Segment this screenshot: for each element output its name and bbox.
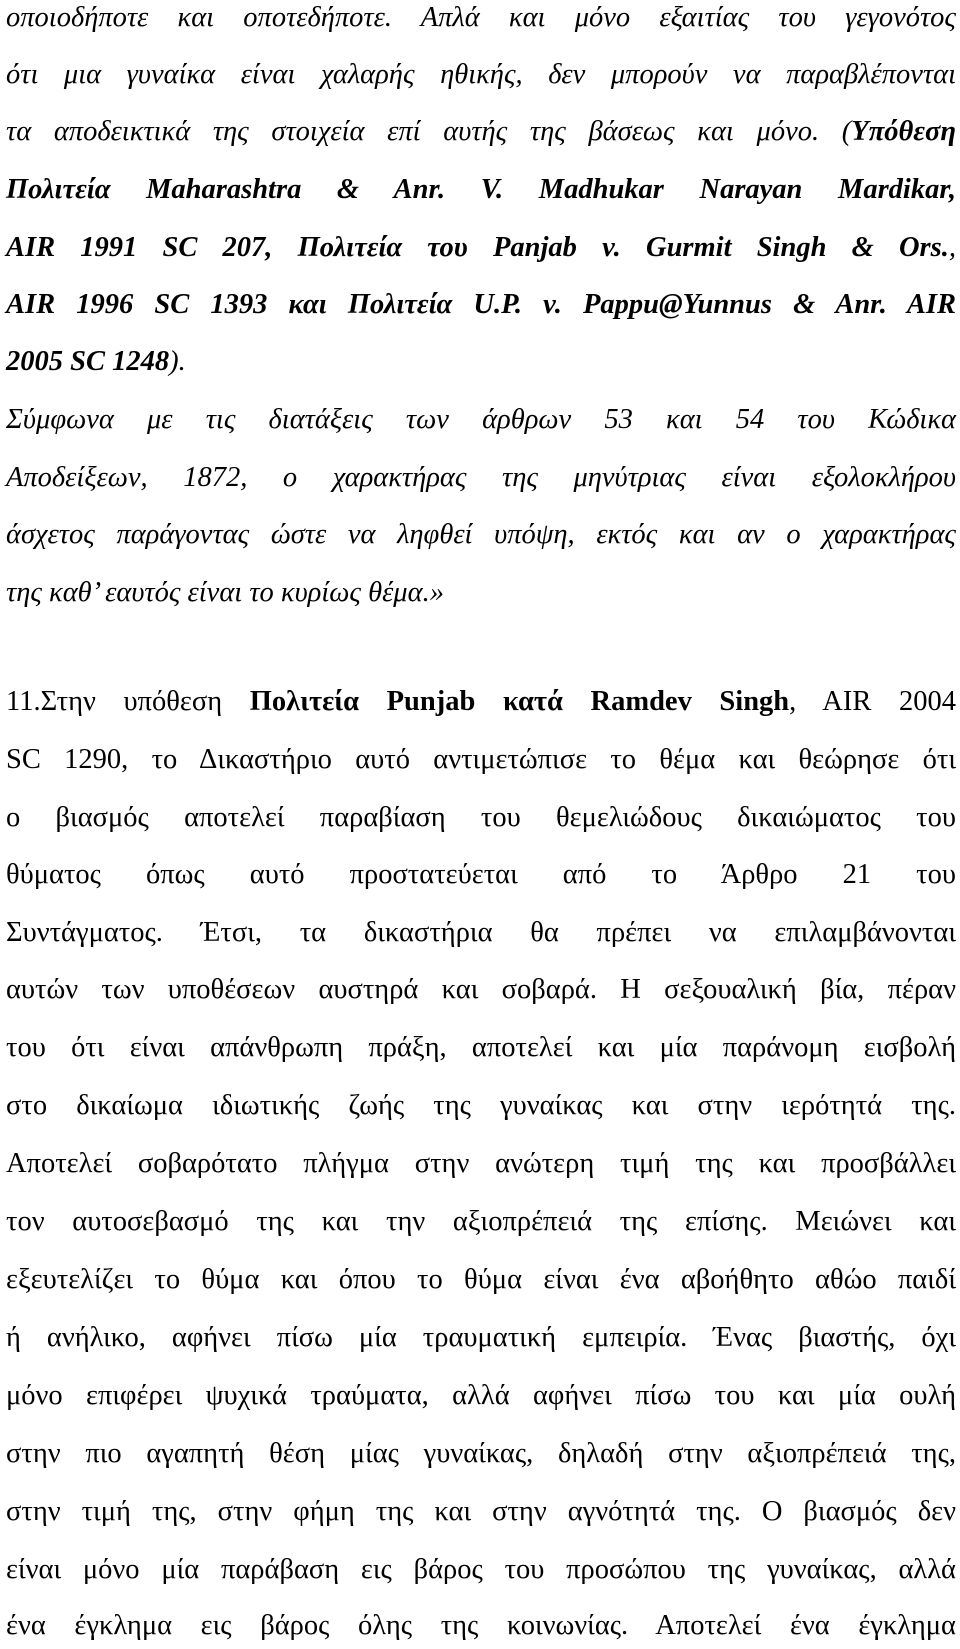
text-line: [6, 573, 956, 613]
text-line: [6, 342, 956, 382]
text-line: [6, 913, 956, 953]
text-run: Συντάγματος. Έτσι, τα δικαστήρια θα πρέπει να επιλαμβάνονται: [6, 917, 956, 948]
text-run: 11.Στην υπόθεση: [6, 686, 250, 717]
text-line: [6, 682, 956, 722]
text-line: [6, 798, 956, 838]
text-run: τον αυτοσεβασμό της και την αξιοπρέπειά της επίσης. Μειώνει και: [6, 1206, 956, 1237]
text-line: [6, 1318, 956, 1358]
text-line: [6, 112, 956, 152]
text-line: [6, 1492, 956, 1532]
text-run: Υπόθεση: [851, 116, 956, 147]
text-run: ο βιασμός αποτελεί παραβίαση του θεμελιώδους δικαιώματος του: [6, 802, 956, 833]
text-run: μόνο επιφέρει ψυχικά τραύματα, αλλά αφήνει πίσω του και μία ουλή: [6, 1380, 956, 1411]
text-line: [6, 1606, 956, 1646]
text-run: Σύμφωνα με τις διατάξεις των άρθρων 53 και 54 του Κώδικα: [6, 404, 956, 435]
text-line: [6, 1550, 956, 1590]
text-line: [6, 458, 956, 498]
text-line: [6, 228, 956, 268]
text-line: [6, 55, 956, 95]
text-line: [6, 970, 956, 1010]
text-run: , AIR 2004: [789, 686, 956, 717]
text-run: άσχετος παράγοντας ώστε να ληφθεί υπόψη, εκτός και αν ο χαρακτήρας: [6, 519, 956, 550]
text-run: ή ανήλικο, αφήνει πίσω μία τραυματική εμπειρία. Ένας βιαστής, όχι: [6, 1322, 956, 1353]
text-run: είναι μόνο μία παράβαση εις βάρος του προσώπου της γυναίκας, αλλά: [6, 1554, 956, 1585]
text-run: ένα έγκλημα εις βάρος όλης της κοινωνίας. Αποτελεί ένα έγκλημα: [6, 1610, 956, 1641]
text-line: [6, 170, 956, 210]
text-run: οποιοδήποτε και οποτεδήποτε. Απλά και μόνο εξαιτίας του γεγονότος: [6, 2, 956, 33]
text-line: [6, 1086, 956, 1126]
text-run: Αποδείξεων, 1872, ο χαρακτήρας της μηνύτριας είναι εξολοκλήρου: [6, 462, 956, 493]
text-run: στο δικαίωμα ιδιωτικής ζωής της γυναίκας και στην ιερότητά της.: [6, 1090, 956, 1121]
text-run: αυτών των υποθέσεων αυστηρά και σοβαρά. Η σεξουαλική βία, πέραν: [6, 974, 956, 1005]
text-line: [6, 1434, 956, 1474]
text-line: [6, 0, 956, 38]
text-line: [6, 400, 956, 440]
text-line: [6, 1376, 956, 1416]
text-run: στην τιμή της, στην φήμη της και στην αγνότητά της. Ο βιασμός δεν: [6, 1496, 956, 1527]
text-line: [6, 1202, 956, 1242]
text-line: [6, 515, 956, 555]
text-run: στην πιο αγαπητή θέση μίας γυναίκας, δηλαδή στην αξιοπρέπειά της,: [6, 1438, 956, 1469]
text-run: εξευτελίζει το θύμα και όπου το θύμα είναι ένα αβοήθητο αθώο παιδί: [6, 1264, 956, 1295]
text-line: [6, 1260, 956, 1300]
text-run: Αποτελεί σοβαρότατο πλήγμα στην ανώτερη τιμή της και προσβάλλει: [6, 1148, 956, 1179]
text-run: SC 1290, το Δικαστήριο αυτό αντιμετώπισε το θέμα και θεώρησε ότι: [6, 744, 956, 775]
text-line: [6, 740, 956, 780]
text-run: ,: [948, 232, 956, 263]
text-line: [6, 1144, 956, 1184]
text-run: ).: [169, 346, 186, 377]
text-line: [6, 285, 956, 325]
text-run: της καθ’ εαυτός είναι το κυρίως θέμα.»: [6, 577, 444, 608]
text-run: 2005 SC 1248: [6, 346, 170, 377]
text-line: [6, 855, 956, 895]
text-run: Πολιτεία Maharashtra & Anr. V. Madhukar Narayan Mardikar,: [6, 174, 956, 205]
text-line: [6, 1028, 956, 1068]
text-run: AIR 1996 SC 1393 και Πολιτεία U.P. v. Pappu@Yunnus & Anr. AIR: [6, 289, 956, 320]
text-run: AIR 1991 SC 207, Πολιτεία του Panjab v. Gurmit Singh & Ors.: [6, 232, 949, 263]
text-run: θύματος όπως αυτό προστατεύεται από το Άρθρο 21 του: [6, 859, 956, 890]
text-run: Πολιτεία Punjab κατά Ramdev Singh: [249, 686, 790, 717]
text-run: ότι μια γυναίκα είναι χαλαρής ηθικής, δεν μπορούν να παραβλέπονται: [6, 59, 956, 90]
text-run: του ότι είναι απάνθρωπη πράξη, αποτελεί και μία παράνομη εισβολή: [6, 1032, 956, 1063]
text-run: τα αποδεικτικά της στοιχεία επί αυτής της βάσεως και μόνο. (: [6, 116, 852, 147]
